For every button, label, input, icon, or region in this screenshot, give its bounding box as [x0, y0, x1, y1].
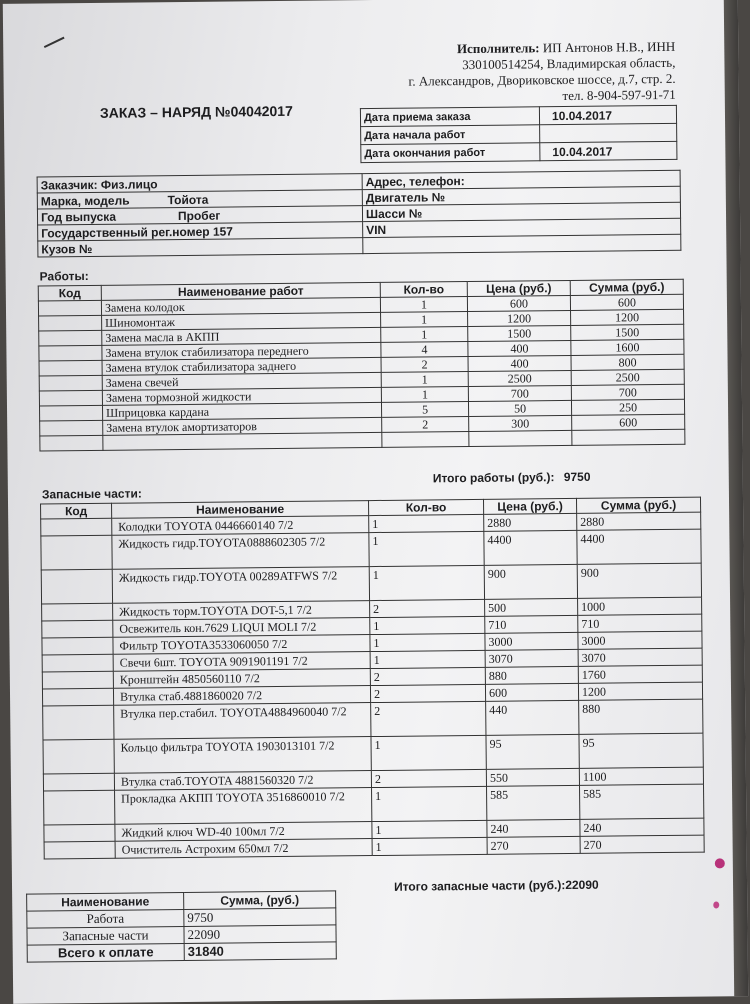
works-row-cell: Замена тормозной жидкости — [102, 387, 381, 405]
works-total — [433, 470, 591, 486]
parts-row-cell: 900 — [484, 564, 577, 599]
works-row-cell — [39, 375, 102, 391]
year-label: Год выпуска — [40, 209, 117, 224]
parts-row-cell: 4400 — [577, 529, 701, 564]
date-received-value: 10.04.2017 — [539, 105, 676, 124]
parts-row-cell: 95 — [486, 734, 579, 769]
parts-row-cell: 3000 — [485, 632, 578, 650]
works-row-cell: Замена колодок — [101, 297, 380, 315]
parts-row-cell — [42, 688, 113, 706]
works-row-cell: 1 — [381, 312, 468, 328]
works-col-code: Код — [38, 285, 101, 301]
background-edge — [724, 0, 748, 996]
executor-line-3: г. Александров, Двориковское шоссе, д.7, стр. 2. — [408, 70, 676, 89]
parts-row-cell: 2880 — [484, 513, 577, 531]
parts-row-cell — [44, 841, 115, 859]
works-row-cell: 4 — [381, 342, 468, 358]
works-row-cell — [382, 432, 469, 448]
parts-col-name: Наименование — [112, 501, 369, 519]
works-row-cell — [39, 405, 102, 421]
parts-row-cell: 1 — [369, 531, 484, 566]
customer-empty — [363, 234, 681, 253]
works-row-cell — [39, 315, 102, 331]
parts-row-cell: 2 — [370, 599, 485, 617]
customer-vin: VIN — [363, 218, 681, 237]
ink-spot — [715, 858, 725, 868]
summary-work-label: Работа — [27, 910, 184, 929]
parts-col-code: Код — [41, 503, 112, 519]
make-value: Тойота — [167, 192, 209, 207]
parts-row-cell — [42, 671, 113, 689]
parts-row-cell: 710 — [485, 615, 578, 633]
parts-row-cell: 2 — [371, 769, 486, 787]
works-row-cell: 400 — [468, 340, 571, 356]
works-row-cell: 50 — [468, 400, 571, 416]
parts-row-cell: Втулка стаб.TOYOTA 4881560320 7/2 — [114, 771, 371, 791]
customer-address: Адрес, телефон: — [362, 170, 680, 189]
parts-row-cell — [43, 739, 114, 774]
works-row-cell: 2 — [381, 357, 468, 373]
parts-row-cell: 1 — [372, 786, 487, 821]
customer-client: Заказчик: Физ.лицо — [37, 174, 362, 193]
works-row-cell: 2500 — [571, 369, 684, 385]
ink-spot — [713, 901, 719, 908]
parts-row-cell: 2 — [371, 701, 486, 736]
parts-row-cell: 600 — [485, 683, 578, 701]
parts-row-cell: Свечи 6шт. TOYOTA 9091901191 7/2 — [113, 652, 370, 672]
works-row-cell: 600 — [572, 414, 685, 430]
works-row-cell — [39, 360, 102, 376]
works-row-cell — [40, 420, 103, 436]
parts-row-cell: Втулка пер.стабил. TOYOTA4884960040 7/2 — [114, 703, 371, 740]
parts-row-cell — [43, 773, 114, 791]
works-row-cell — [39, 390, 102, 406]
works-row-cell: 1 — [381, 372, 468, 388]
works-row-cell: Замена масла в АКПП — [102, 327, 381, 345]
parts-total-label: Итого запасные части (руб.): — [393, 878, 566, 894]
parts-row-cell: 1 — [372, 837, 487, 855]
parts-row-cell: 1 — [369, 514, 484, 532]
parts-row-cell: 3070 — [578, 648, 702, 666]
works-row-cell: 2500 — [468, 370, 571, 386]
works-row-cell — [103, 432, 382, 450]
works-row-cell — [572, 429, 685, 445]
date-start-label: Дата начала работ — [361, 125, 540, 145]
works-section-label: Работы: — [39, 268, 89, 284]
make-label: Марка, модель — [40, 193, 130, 208]
customer-table — [37, 170, 682, 258]
parts-row-cell: 3000 — [578, 631, 702, 649]
parts-row-cell: Втулка стаб.4881860020 7/2 — [113, 686, 370, 706]
works-row-cell: Замена втулок амортизаторов — [103, 417, 382, 435]
parts-row-cell: 2 — [370, 684, 485, 702]
parts-row-cell: 710 — [578, 614, 702, 632]
parts-row-cell: 270 — [487, 836, 580, 854]
works-table — [38, 279, 686, 452]
works-row-cell: 700 — [468, 385, 571, 401]
works-row-cell: 250 — [571, 399, 684, 415]
works-row-cell: 1 — [381, 327, 468, 343]
parts-row-cell: 3070 — [485, 649, 578, 667]
works-total-label: Итого работы (руб.): — [432, 470, 555, 486]
works-row-cell: Замена втулок стабилизатора заднего — [102, 357, 381, 375]
date-start-value — [540, 123, 677, 142]
customer-plate: Государственный рег.номер 157 — [38, 222, 363, 241]
works-row-cell — [39, 330, 102, 346]
parts-row-cell — [41, 569, 112, 604]
order-title: ЗАКАЗ – НАРЯД №04042017 — [99, 102, 293, 121]
works-row-cell: 1 — [381, 387, 468, 403]
parts-row-cell: 1 — [369, 565, 484, 600]
date-row — [361, 141, 677, 162]
works-row-cell: 700 — [571, 384, 684, 400]
summary-parts-value: 22090 — [184, 925, 336, 944]
summary-col-sum: Сумма, (руб.) — [184, 891, 336, 910]
parts-col-qty: Кол-во — [369, 499, 484, 515]
works-row-cell — [40, 435, 103, 451]
works-row-cell: Замена свечей — [102, 372, 381, 390]
works-col-price: Цена (руб.) — [467, 280, 570, 296]
summary-parts-label: Запасные части — [27, 927, 184, 946]
date-received-label: Дата приема заказа — [360, 107, 539, 127]
works-row-cell: 400 — [468, 355, 571, 371]
customer-chassis: Шасси № — [362, 202, 680, 221]
parts-row-cell: Жидкость гидр.TOYOTA0888602305 7/2 — [112, 533, 369, 570]
parts-row-cell: 1 — [370, 616, 485, 634]
parts-row-cell: Кольцо фильтра TOYOTA 1903013101 7/2 — [114, 737, 371, 774]
parts-row-cell: 2 — [370, 667, 485, 685]
pen-mark — [44, 37, 65, 48]
parts-row-cell: 1000 — [578, 597, 702, 615]
parts-row-cell — [42, 637, 113, 655]
summary-grand-row — [27, 942, 336, 962]
parts-row-cell: 880 — [485, 666, 578, 684]
parts-row-cell — [43, 705, 114, 740]
works-row-cell: 1500 — [468, 325, 571, 341]
parts-row-cell: Фильтр TOYOTA3533060050 7/2 — [113, 635, 370, 655]
parts-row-cell — [41, 518, 112, 536]
summary-col-name: Наименование — [27, 893, 184, 912]
parts-row-cell: 1200 — [578, 682, 702, 700]
work-order-sheet — [3, 0, 748, 1004]
parts-row-cell: Очиститель Астрохим 650мл 7/2 — [115, 839, 372, 859]
parts-row-cell: Освежитель кон.7629 LIQUI MOLI 7/2 — [113, 618, 370, 638]
customer-body: Кузов № — [38, 238, 363, 257]
parts-col-sum: Сумма (руб.) — [576, 497, 700, 513]
works-row-cell: 600 — [570, 294, 683, 310]
works-col-sum: Сумма (руб.) — [570, 279, 683, 295]
parts-row-cell: 95 — [579, 733, 703, 768]
works-row-cell: Шприцовка кардана — [102, 402, 381, 420]
works-row-cell: 1200 — [468, 310, 571, 326]
executor-label: Исполнитель: — [456, 40, 540, 57]
parts-row-cell: Прокладка АКПП TOYOTA 3516860010 7/2 — [115, 788, 372, 825]
works-row-cell — [469, 430, 572, 446]
parts-row-cell: 2880 — [577, 512, 701, 530]
works-row-cell: 5 — [381, 402, 468, 418]
executor-line-2: 330100514254, Владимирская область, — [462, 54, 676, 73]
works-row-cell — [38, 300, 101, 316]
executor-line-1: ИП Антонов Н.В., ИНН — [542, 38, 676, 56]
parts-row-cell: 1 — [371, 735, 486, 770]
dates-table — [360, 105, 678, 163]
works-row-cell: 1 — [380, 297, 467, 313]
parts-total-value: 22090 — [565, 877, 599, 893]
executor-line-4: тел. 8-904-597-91-71 — [562, 86, 676, 104]
parts-row-cell: 270 — [580, 835, 704, 853]
parts-row-cell — [42, 654, 113, 672]
parts-row-cell: Кронштейн 4850560110 7/2 — [113, 669, 370, 689]
parts-row-cell: 585 — [579, 784, 703, 819]
summary-work-value: 9750 — [184, 908, 336, 927]
works-row-cell: Шиномонтаж — [102, 312, 381, 330]
parts-row-cell — [42, 603, 113, 621]
parts-row-cell: 500 — [485, 598, 578, 616]
date-end-value: 10.04.2017 — [540, 141, 677, 160]
works-row-cell — [39, 345, 102, 361]
works-row-cell: 600 — [467, 295, 570, 311]
works-row-cell: 800 — [571, 354, 684, 370]
parts-total — [394, 878, 599, 894]
parts-row-cell: 550 — [486, 768, 579, 786]
parts-col-price: Цена (руб.) — [483, 498, 576, 514]
parts-row-cell: 1 — [370, 650, 485, 668]
works-col-name: Наименование работ — [101, 282, 380, 300]
works-row-cell: 2 — [382, 417, 469, 433]
parts-row-cell: 1100 — [579, 767, 703, 785]
parts-row-cell: 1 — [372, 820, 487, 838]
parts-row-cell: 880 — [579, 699, 703, 734]
parts-row-cell: 240 — [580, 818, 704, 836]
works-row-cell: 1600 — [571, 339, 684, 355]
parts-row-cell: Жидкий ключ WD-40 100мл 7/2 — [115, 822, 372, 842]
parts-row-cell: 585 — [487, 785, 580, 820]
parts-row-cell: 240 — [487, 819, 580, 837]
works-col-qty: Кол-во — [380, 282, 467, 298]
works-row-cell: 1200 — [571, 309, 684, 325]
parts-row-cell: 440 — [486, 700, 579, 735]
date-end-label: Дата окончания работ — [361, 143, 540, 163]
parts-row-cell: Жидкость торм.TOYOTA DOT-5,1 7/2 — [113, 601, 370, 621]
parts-row-cell — [41, 535, 112, 570]
executor-block — [375, 39, 676, 106]
parts-row-cell: Колодки TOYOTA 0446660140 7/2 — [112, 516, 369, 536]
summary-grand-value: 31840 — [184, 942, 336, 961]
works-row-cell: 1500 — [571, 324, 684, 340]
mileage-label: Пробег — [177, 208, 221, 223]
parts-row-cell: 1760 — [578, 665, 702, 683]
customer-engine: Двигатель № — [362, 186, 680, 205]
parts-row-cell — [44, 824, 115, 842]
parts-row-cell — [42, 620, 113, 638]
summary-grand-label: Всего к оплате — [27, 944, 184, 963]
summary-table — [26, 890, 337, 962]
parts-row-cell: Жидкость гидр.TOYOTA 00289ATFWS 7/2 — [112, 567, 369, 604]
works-row-cell: Замена втулок стабилизатора переднего — [102, 342, 381, 360]
parts-row-cell: 900 — [577, 563, 701, 598]
parts-table — [40, 497, 705, 860]
parts-row-cell — [44, 790, 115, 825]
parts-row-cell: 4400 — [484, 530, 577, 565]
works-row-cell: 300 — [469, 415, 572, 431]
parts-section-label: Запасные части: — [41, 486, 142, 502]
parts-row-cell: 1 — [370, 633, 485, 651]
works-total-value: 9750 — [563, 469, 591, 485]
